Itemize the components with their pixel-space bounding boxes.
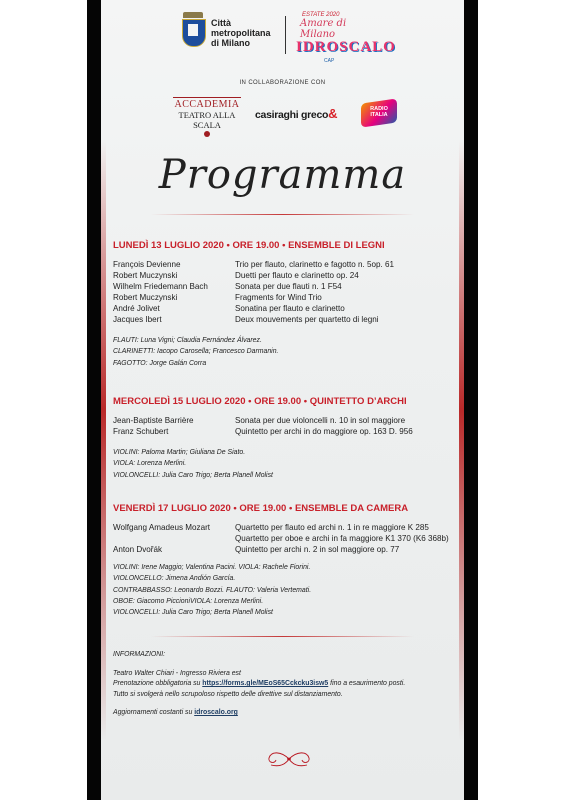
scala-emblem-icon xyxy=(204,131,210,137)
concert-section-2 xyxy=(113,396,458,481)
composer: Wolfgang Amadeus Mozart xyxy=(113,523,211,532)
spacer xyxy=(113,700,458,708)
venue-text: Teatro Walter Chiari - Ingresso Riviera est xyxy=(113,669,241,677)
composer: Jacques Ibert xyxy=(113,315,162,324)
radio-italia-text: RADIO ITALIA xyxy=(370,106,388,118)
program-row xyxy=(113,533,458,544)
work: Fragments for Wind Trio xyxy=(235,293,322,302)
collaboration-label: IN COLLABORAZIONE CON xyxy=(239,80,326,86)
program-row xyxy=(113,270,458,281)
accademia-line1: ACCADEMIA xyxy=(174,99,240,110)
casiraghi-greco-logo xyxy=(255,106,337,121)
concert-heading: MERCOLEDÌ 15 LUGLIO 2020 • ORE 19.00 • QUINTETTO D’ARCHI xyxy=(113,396,407,407)
spacer xyxy=(113,661,458,669)
performer-line: FAGOTTO: Jorge Galán Corra xyxy=(113,359,207,367)
logo-divider xyxy=(285,16,286,54)
work: Quintetto per archi in do maggiore op. 163 D. 956 xyxy=(235,427,413,436)
program-row xyxy=(113,281,458,292)
performers-list xyxy=(113,335,458,369)
program-row xyxy=(113,259,458,270)
page-title: Programma xyxy=(158,152,407,198)
program-row xyxy=(113,292,458,303)
performer-line: VIOLONCELLI: Julia Caro Trigo; Berta Planell Molist xyxy=(113,471,273,479)
performer-line: VIOLA: Lorenza Merlini. xyxy=(113,460,187,468)
performer-line: VIOLINI: Irene Maggio; Valentina Pacini. VIOLA: Rachele Fiorini. xyxy=(113,564,311,571)
composer: Franz Schubert xyxy=(113,427,169,436)
performer-line: VIOLONCELLI: Julia Caro Trigo; Berta Planell Molist xyxy=(113,609,273,617)
updates-text xyxy=(113,708,458,719)
concert-section-1 xyxy=(113,240,458,369)
composer: Jean-Baptiste Barrière xyxy=(113,416,194,425)
casiraghi-text: casiraghi greco xyxy=(255,109,329,121)
idroscalo-logo-main: IDROSCALO xyxy=(296,39,396,55)
work: Quartetto per flauto ed archi n. 1 in re maggiore K 285 xyxy=(235,523,429,532)
info-block xyxy=(113,650,458,719)
composer xyxy=(113,533,235,544)
accademia-line2: TEATRO ALLA SCALA xyxy=(178,110,236,130)
idroscalo-logo-script: Amare di Milano xyxy=(300,18,347,40)
performers-list xyxy=(113,562,458,618)
performer-line: VIOLINI: Paloma Martin; Giuliana De Siato. xyxy=(113,449,246,456)
concert-section-3 xyxy=(113,503,458,618)
composer: Anton Dvořák xyxy=(113,545,163,554)
updates-prefix: Aggiornamenti costanti su xyxy=(113,709,195,716)
frame-left xyxy=(87,0,101,800)
work: Sonata per due flauti n. 1 F54 xyxy=(235,282,342,291)
performer-line: CONTRABBASSO: Leonardo Bozzi. FLAUTO: Valeria Vertemati. xyxy=(113,586,312,594)
info-divider xyxy=(151,636,414,637)
composer: Robert Muczynski xyxy=(113,271,178,280)
booking-link[interactable]: https://forms.gle/MEoS65Cckcku3isw5 xyxy=(202,680,329,687)
booking-prefix: Prenotazione obbligatoria su xyxy=(113,680,203,687)
performer-line: VIOLONCELLO: Jimena Andión García. xyxy=(113,575,236,583)
booking-text xyxy=(113,679,458,690)
title-divider xyxy=(151,214,414,215)
performer-line: CLARINETTI: Iacopo Carosella; Francesco Darmanin. xyxy=(113,348,279,356)
red-glow-right xyxy=(459,140,464,740)
composer: André Jolivet xyxy=(113,304,160,313)
performers-list xyxy=(113,447,458,481)
rules-text: Tutto si svolgerà nello scrupoloso rispetto delle direttive sul distanziamento. xyxy=(113,690,343,698)
work: Quintetto per archi n. 2 in sol maggiore op. 77 xyxy=(235,545,400,554)
booking-suffix: fino a esaurimento posti. xyxy=(328,680,406,687)
idroscalo-logo-top: ESTATE 2020 xyxy=(302,12,340,18)
frame-right xyxy=(464,0,478,800)
ornament-swirl-icon xyxy=(259,749,319,769)
composer: Robert Muczynski xyxy=(113,293,178,302)
work: Duetti per flauto e clarinetto op. 24 xyxy=(235,271,359,280)
program-row xyxy=(113,522,458,533)
citta-metropolitana-logo xyxy=(179,12,275,48)
program-row xyxy=(113,415,458,426)
program-row xyxy=(113,303,458,314)
info-heading: INFORMAZIONI: xyxy=(113,651,166,658)
work: Sonata per due violoncelli n. 10 in sol maggiore xyxy=(235,416,406,425)
work: Quartetto per oboe e archi in fa maggiore K1 370 (K6 368b) xyxy=(235,534,449,543)
partner-logos xyxy=(173,97,413,131)
crest-icon xyxy=(179,12,207,48)
cap-logo: CAP xyxy=(324,58,335,64)
idroscalo-logo xyxy=(296,12,396,64)
program-row xyxy=(113,544,458,555)
concert-heading: VENERDÌ 17 LUGLIO 2020 • ORE 19.00 • ENSEMBLE DA CAMERA xyxy=(113,503,409,514)
program-row xyxy=(113,314,458,325)
red-glow-left xyxy=(101,140,106,740)
website-link[interactable]: idroscalo.org xyxy=(194,709,238,716)
performer-line: OBOE: Giacomo PiccioniVIOLA: Lorenza Merlini. xyxy=(113,597,264,605)
work: Deux mouvements per quartetto di legni xyxy=(235,315,379,324)
citta-metropolitana-text: Città metropolitana di Milano xyxy=(211,18,271,48)
program-row xyxy=(113,426,458,437)
casiraghi-amp: & xyxy=(328,106,338,121)
composer: Wilhelm Friedemann Bach xyxy=(113,282,208,291)
work: Trio per flauto, clarinetto e fagotto n. 5op. 61 xyxy=(235,260,394,269)
composer: François Devienne xyxy=(113,260,181,269)
concert-heading: LUNEDÌ 13 LUGLIO 2020 • ORE 19.00 • ENSEMBLE DI LEGNI xyxy=(113,240,385,251)
poster-panel xyxy=(101,0,464,800)
performer-line: FLAUTI: Luna Vigni; Claudia Fernández Álvarez. xyxy=(113,337,262,344)
accademia-scala-logo xyxy=(173,97,241,137)
header-logos xyxy=(179,12,396,64)
work: Sonatina per flauto e clarinetto xyxy=(235,304,345,313)
